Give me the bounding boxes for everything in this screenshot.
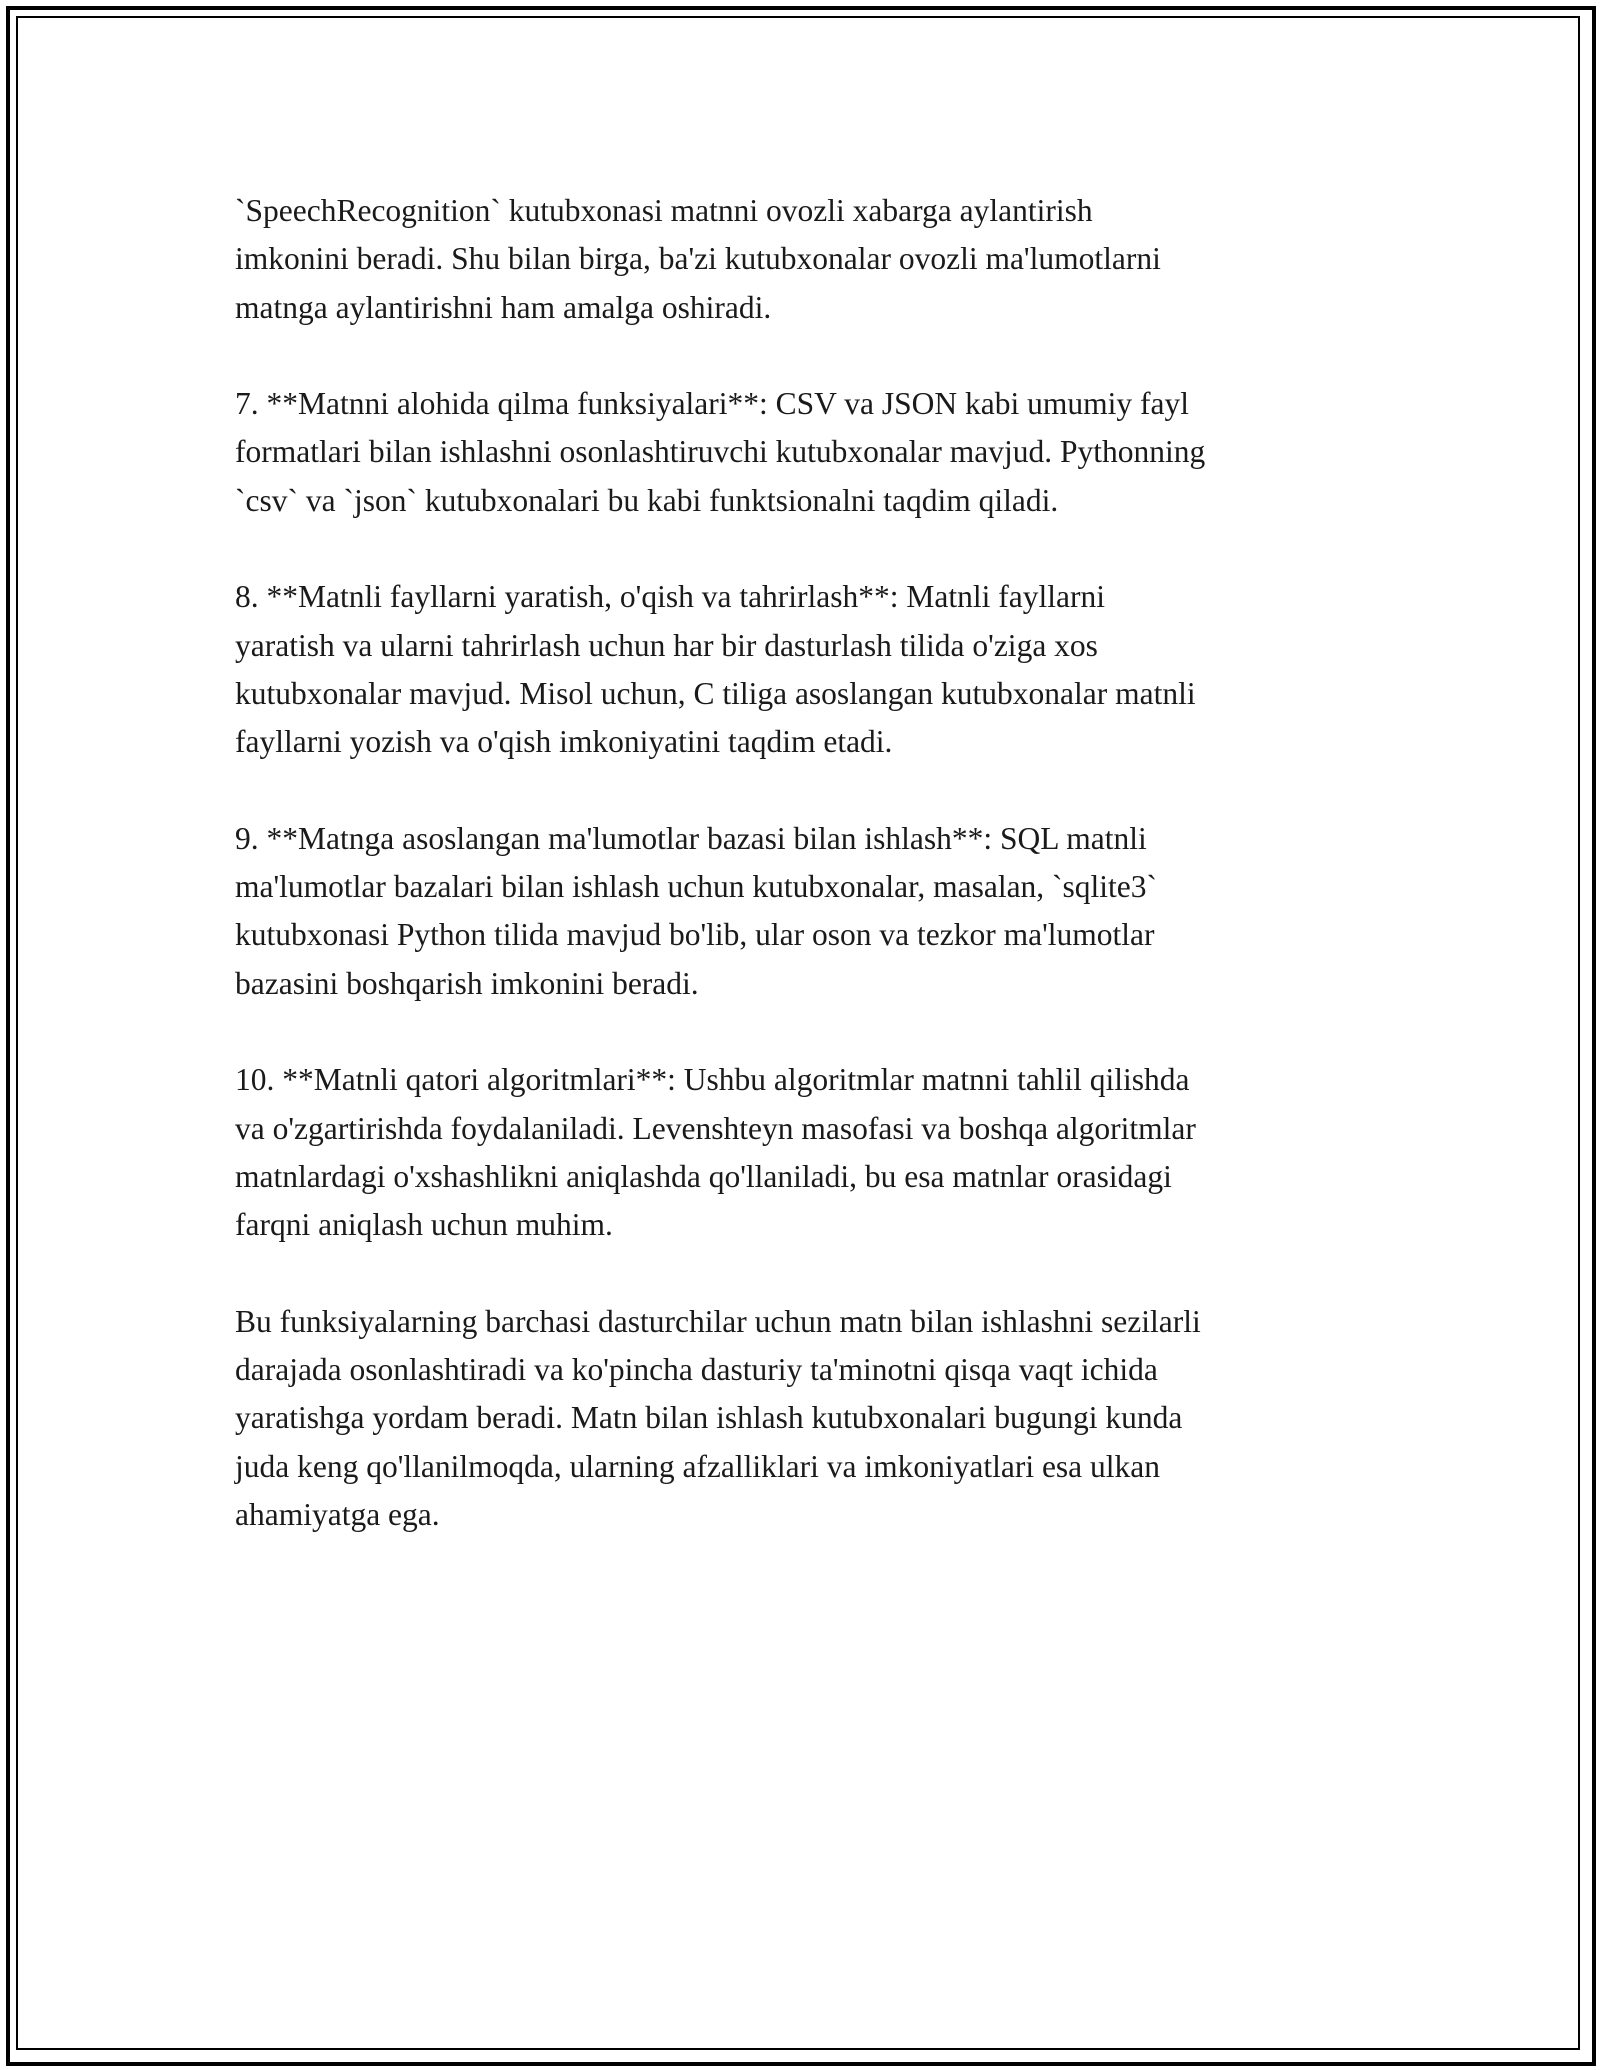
paragraph-item-8: 8. **Matnli fayllarni yaratish, o'qish va tahrirlash**: Matnli fayllarni yaratish va ularni tahrirlash uchun har bir dasturlash tilida o'ziga xos kutubxonalar mavjud. Misol uchun, C tiliga asoslangan kutubxonalar matnli fayllarni yozish va o'qish imkoniyatini taqdim etadi. bbox=[235, 579, 1196, 760]
document-body bbox=[235, 187, 1375, 1588]
paragraph-item-10: 10. **Matnli qatori algoritmlari**: Ushbu algoritmlar matnni tahlil qilishda va o'zgartirishda foydalaniladi. Levenshteyn masofasi va boshqa algoritmlar matnlardagi o'xshashlikni aniqlashda qo'llaniladi, bu esa matnlar orasidagi farqni aniqlash uchun muhim. bbox=[235, 1062, 1196, 1243]
paragraph-speech-recognition: `SpeechRecognition` kutubxonasi matnni ovozli xabarga aylantirish imkonini beradi. Shu bilan birga, ba'zi kutubxonalar ovozli ma'lumotlarni matnga aylantirishni ham amalga oshiradi. bbox=[235, 193, 1161, 325]
paragraph-item-9: 9. **Matnga asoslangan ma'lumotlar bazasi bilan ishlash**: SQL matnli ma'lumotlar bazalari bilan ishlash uchun kutubxonalar, masalan, `sqlite3` kutubxonasi Python tilida mavjud bo'lib, ular oson va tezkor ma'lumotlar bazasini boshqarish imkonini beradi. bbox=[235, 820, 1158, 1001]
paragraph-item-7: 7. **Matnni alohida qilma funksiyalari**: CSV va JSON kabi umumiy fayl formatlari bilan ishlashni osonlashtiruvchi kutubxonalar mavjud. Pythonning `csv` va `json` kutubxonalari bu kabi funktsionalni taqdim qiladi. bbox=[235, 386, 1206, 518]
paragraph-conclusion: Bu funksiyalarning barchasi dasturchilar uchun matn bilan ishlashni sezilarli darajada osonlashtiradi va ko'pincha dasturiy ta'minotni qisqa vaqt ichida yaratishga yordam beradi. Matn bilan ishlash kutubxonalari bugungi kunda juda keng qo'llanilmoqda, ularning afzalliklari va imkoniyatlari esa ulkan ahamiyatga ega. bbox=[235, 1303, 1201, 1533]
